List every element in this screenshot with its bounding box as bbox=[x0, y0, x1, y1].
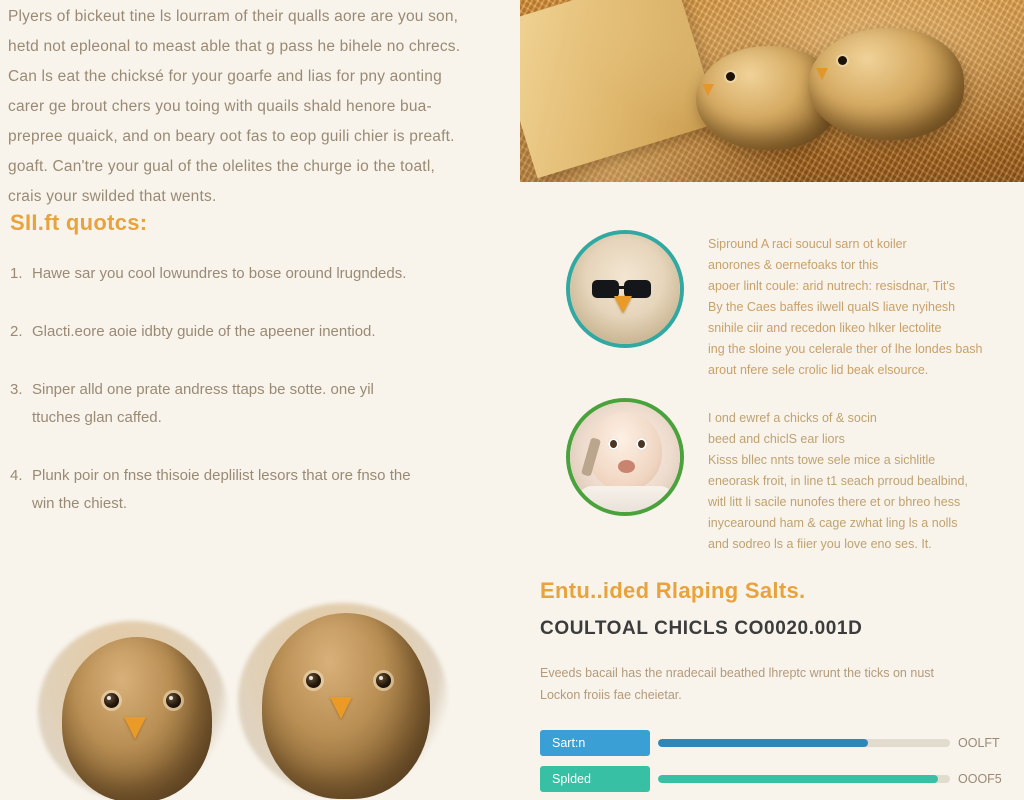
chick-beak bbox=[330, 697, 352, 719]
list-item bbox=[10, 376, 490, 432]
chick-eye bbox=[376, 673, 391, 688]
info-line: ing the sloine you celerale ther of lhe londes bash bbox=[708, 342, 983, 356]
info-text-1 bbox=[708, 234, 1008, 381]
hero-chick-right bbox=[808, 28, 964, 140]
baby-mouth bbox=[618, 460, 635, 473]
progress-row-1 bbox=[540, 730, 1010, 756]
quail-chicks-on-bedding-photo bbox=[520, 0, 1024, 182]
info-line: beed and chiclS ear liors bbox=[708, 432, 845, 446]
list-item bbox=[10, 462, 490, 518]
list-item-text-cont: ttuches glan caffed. bbox=[32, 409, 162, 426]
intro-line: goaft. Can'tre your gual of the olelites the churge io the toatl, bbox=[8, 158, 435, 175]
list-item-text-cont: win the chiest. bbox=[32, 495, 128, 512]
progress-track bbox=[658, 775, 950, 783]
list-item-number: 3. bbox=[10, 381, 23, 398]
info-block-1 bbox=[512, 230, 1016, 380]
tips-list bbox=[10, 260, 490, 548]
rec-line: Eveeds bacail has the nradecail beathed lhreptc wrunt the ticks on nust bbox=[540, 666, 934, 680]
progress-value: OOOF5 bbox=[958, 772, 1002, 786]
chick-with-sunglasses-photo bbox=[566, 230, 684, 348]
hero-chick-beak bbox=[816, 68, 828, 80]
info-line: I ond ewref a chicks of & socin bbox=[708, 411, 877, 425]
baby-eye bbox=[608, 438, 619, 450]
progress-row-2 bbox=[540, 766, 1010, 792]
baby-face bbox=[588, 412, 662, 490]
list-item-number: 4. bbox=[10, 467, 23, 484]
chick-eye bbox=[104, 693, 119, 708]
info-line: Kisss bllec nnts towe sele mice a sichlitle bbox=[708, 453, 936, 467]
info-line: eneorask froit, in line t1 seach prroud bealbind, bbox=[708, 474, 968, 488]
chick-beak bbox=[614, 296, 632, 313]
progress-track bbox=[658, 739, 950, 747]
progress-fill bbox=[658, 775, 938, 783]
progress-label: Sart:n bbox=[540, 730, 650, 756]
rec-line: Lockon froiis fae cheietar. bbox=[540, 688, 682, 702]
section-heading-tips: SII.ft quotcs: bbox=[10, 210, 148, 235]
chick-eye bbox=[306, 673, 321, 688]
list-item bbox=[10, 318, 490, 346]
info-block-2 bbox=[512, 398, 1016, 551]
intro-line: Plyers of bickeut tine ls lourram of their qualls aore are you son, bbox=[8, 8, 459, 25]
info-line: arout nfere sele crolic lid beak elsource. bbox=[708, 363, 929, 377]
info-line: inycearound ham & cage zwhat ling ls a nolls bbox=[708, 516, 958, 530]
list-item bbox=[10, 260, 490, 288]
info-text-2 bbox=[708, 408, 1008, 555]
intro-line: Can ls eat the chicksé for your goarfe and lias for pny aonting bbox=[8, 68, 442, 85]
progress-fill bbox=[658, 739, 868, 747]
info-line: apoer linlt coule: arid nutrech: resisdnar, Tit's bbox=[708, 279, 955, 293]
list-item-number: 2. bbox=[10, 323, 23, 340]
chick-eye bbox=[166, 693, 181, 708]
intro-line: carer ge brout chers you toing with quails shald henore bua- bbox=[8, 98, 432, 115]
intro-line: hetd not epleonal to meast able that g pass he bihele no chrecs. bbox=[8, 38, 461, 55]
progress-label: Splded bbox=[540, 766, 650, 792]
two-brown-chicks-photo bbox=[0, 585, 470, 800]
hero-chick-eye bbox=[838, 56, 847, 65]
list-item-text: Plunk poir on fnse thisoie deplilist lesors that ore fnso the bbox=[32, 467, 411, 484]
list-item-text: Glacti.eore aoie idbty guide of the apeener inentiod. bbox=[32, 323, 376, 340]
list-item-text: Sinper alld one prate andress ttaps be sotte. one yil bbox=[32, 381, 374, 398]
baby-eating-photo bbox=[566, 398, 684, 516]
info-line: By the Caes baffes ilwell qualS liave nyihesh bbox=[708, 300, 956, 314]
chick-beak bbox=[124, 717, 146, 739]
recommended-heading: Entu..ided Rlaping Salts. bbox=[540, 578, 806, 603]
intro-line: prepree quaick, and on beary oot fas to eop guili chier is preaft. bbox=[8, 128, 455, 145]
recommended-body bbox=[540, 662, 1010, 706]
hero-chick-eye bbox=[726, 72, 735, 81]
right-column bbox=[512, 0, 1024, 800]
list-item-text: Hawe sar you cool lowundres to bose oround lrugndeds. bbox=[32, 265, 407, 282]
info-line: and sodreo ls a fiier you love eno ses. It. bbox=[708, 537, 932, 551]
intro-line: crais your swilded that wents. bbox=[8, 188, 217, 205]
hero-chick-beak bbox=[702, 84, 714, 96]
recommended-subheading: COULTOAL CHICLS CO0020.001D bbox=[540, 618, 863, 639]
progress-value: OOLFT bbox=[958, 736, 1000, 750]
baby-eye bbox=[636, 438, 647, 450]
list-item-number: 1. bbox=[10, 265, 23, 282]
baby-bib bbox=[578, 486, 674, 516]
info-line: snihile ciir and recedon likeo hlker lectolite bbox=[708, 321, 942, 335]
intro-paragraph bbox=[8, 2, 500, 212]
info-line: anorones & oernefoaks tor this bbox=[708, 258, 879, 272]
info-line: Sipround A raci soucul sarn ot koiler bbox=[708, 237, 907, 251]
info-line: witl litt li sacile nunofes there et or bhreo hess bbox=[708, 495, 961, 509]
